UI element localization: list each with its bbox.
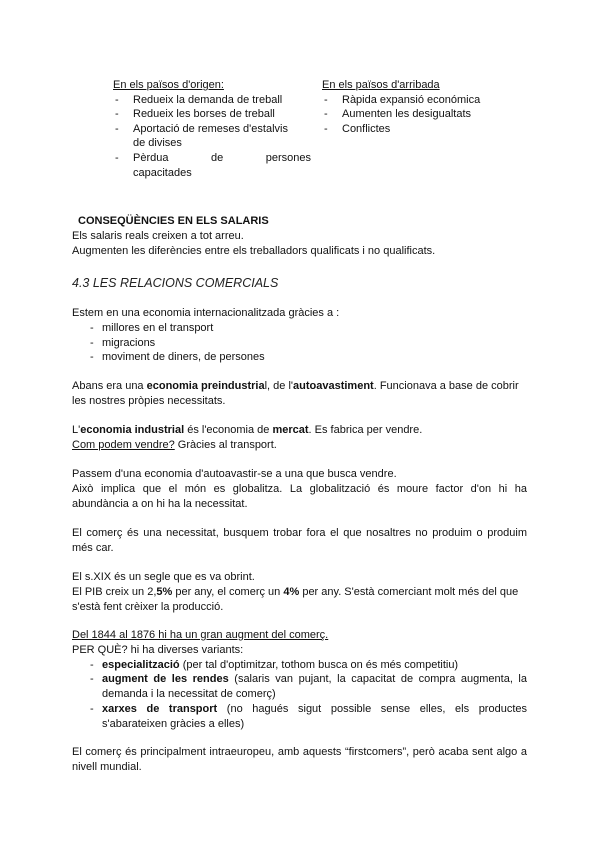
paragraph-necessity <box>72 526 527 556</box>
list-item-line: demanda i la necessitat de comerç) <box>102 688 276 701</box>
text-run: és l'economia de <box>184 424 273 436</box>
text-run: L' <box>72 424 81 436</box>
list-item-line: capacitades <box>133 166 192 179</box>
bold-text: augment de les rendes <box>102 673 229 686</box>
paragraph-preindustrial <box>72 379 527 409</box>
list-item <box>72 672 527 702</box>
paragraph-industrial <box>72 423 527 453</box>
intro-list <box>72 321 527 365</box>
arrival-list <box>322 93 512 137</box>
intro-paragraph <box>72 306 527 365</box>
word: - Pèrdua <box>133 151 169 164</box>
list-item: - Conflictes <box>322 122 512 137</box>
list-item: - migracions <box>72 336 527 351</box>
paragraph-line: Això implica que el món es globalitza. La globalització és moure factor d'on hi ha <box>72 482 527 495</box>
paragraph-trade-growth <box>72 628 527 732</box>
bold-text: especialització <box>102 658 180 671</box>
paragraph-globalization <box>72 467 527 511</box>
text-run: El PIB creix un 2, <box>72 585 157 598</box>
list-item <box>72 702 527 732</box>
text-run: Gràcies al transport. <box>174 438 277 451</box>
list-item-line <box>133 151 311 166</box>
paragraph-line: El s.XIX és un segle que es va obrint. <box>72 571 255 583</box>
paragraph-xix-century <box>72 570 527 614</box>
salaries-line: Els salaris reals creixen a tot arreu. <box>72 229 244 242</box>
paragraph-line: abundància a on hi ha la necessitat. <box>72 497 248 510</box>
bold-text: 4% <box>283 585 300 598</box>
paragraph-line: El comerç és una necessitat, busquem trobar fora el que nosaltres no produim o produim <box>72 527 527 539</box>
paragraph-line: s'està fent crèixer la producció. <box>72 600 224 613</box>
paragraph-intraeuropean <box>72 745 527 775</box>
list-item <box>72 658 527 673</box>
paragraph-line <box>72 585 527 600</box>
bold-text: economia industrial <box>80 424 185 436</box>
list-item <box>113 122 311 151</box>
paragraph-line: PER QUÈ? hi ha diverses variants: <box>72 643 244 656</box>
text-run: per any, el comerç un <box>172 585 284 598</box>
paragraph-line: Passem d'una economia d'autoavastir-se a una que busca vendre. <box>72 468 397 480</box>
section-title: 4.3 LES RELACIONS COMERCIALS <box>72 276 279 290</box>
list-item <box>113 151 311 180</box>
word: de <box>210 151 224 164</box>
paragraph-line <box>72 423 527 438</box>
paragraph-line <box>72 379 527 394</box>
list-item: - Aumenten les desigualtats <box>322 107 512 122</box>
list-item: - Redueix les borses de treball <box>113 107 311 122</box>
list-item-line: - Aportació de remeses d'estalvis <box>133 122 288 135</box>
bold-text: autoavastiment <box>293 380 374 392</box>
salaries-section <box>72 214 527 258</box>
text-run: (no hagués sigut possible sense elles, els productes <box>217 702 527 715</box>
bold-text: mercat <box>272 424 309 436</box>
arrival-heading: En els països d'arribada <box>322 79 440 91</box>
variants-list <box>72 658 527 732</box>
list-item-line <box>102 672 527 687</box>
list-item-line: s'abarateixen gràcies a elles) <box>102 717 245 730</box>
bold-text: xarxes de transport <box>102 702 218 715</box>
text-run: Abans era una <box>72 380 147 392</box>
paragraph-line: nivell mundial. <box>72 760 142 773</box>
text-run: per any. S'està comerciant molt més del que <box>299 585 519 598</box>
paragraph-line: les nostres pròpies necessitats. <box>72 394 226 407</box>
list-item: - millores en el transport <box>72 321 527 336</box>
text-run: l, de l' <box>264 380 294 392</box>
origin-column <box>113 78 311 180</box>
origin-heading: En els països d'origen: <box>113 79 224 91</box>
list-item-line <box>102 702 527 717</box>
bold-text: 5% <box>156 585 173 598</box>
text-run: . Es fabrica per vendre. <box>308 424 423 436</box>
paragraph-line <box>72 438 527 453</box>
paragraph-line: més car. <box>72 541 114 554</box>
text-run: (salaris van pujant, la capacitat de compra augmenta, la <box>228 673 527 686</box>
list-item: - Ràpida expansió económica <box>322 93 512 108</box>
underlined-question: Com podem vendre? <box>72 438 175 451</box>
text-run: . Funcionava a base de cobrir <box>373 380 519 392</box>
salaries-line: Augmenten les diferències entre els treballadors qualificats i no qualificats. <box>72 244 436 257</box>
intro-text: Estem en una economia internacionalitzada gràcies a : <box>72 307 340 319</box>
list-item: - moviment de diners, de persones <box>72 350 527 365</box>
text-run: (per tal d'optimitzar, tothom busca on és més competitiu) <box>179 658 459 671</box>
list-item: - Redueix la demanda de treball <box>113 93 311 108</box>
list-item-line: de divises <box>133 137 182 150</box>
salaries-title: CONSEQÜÈNCIES EN ELS SALARIS <box>78 215 269 227</box>
origin-list <box>113 93 311 181</box>
arrival-column <box>322 78 512 136</box>
bold-text: economia preindustria <box>146 380 265 392</box>
paragraph-line: El comerç és principalment intraeuropeu, amb aquests “firstcomers”, però acaba sent algo a <box>72 746 527 758</box>
word: persones <box>265 151 311 164</box>
paragraph-heading: Del 1844 al 1876 hi ha un gran augment del comerç. <box>72 629 329 641</box>
